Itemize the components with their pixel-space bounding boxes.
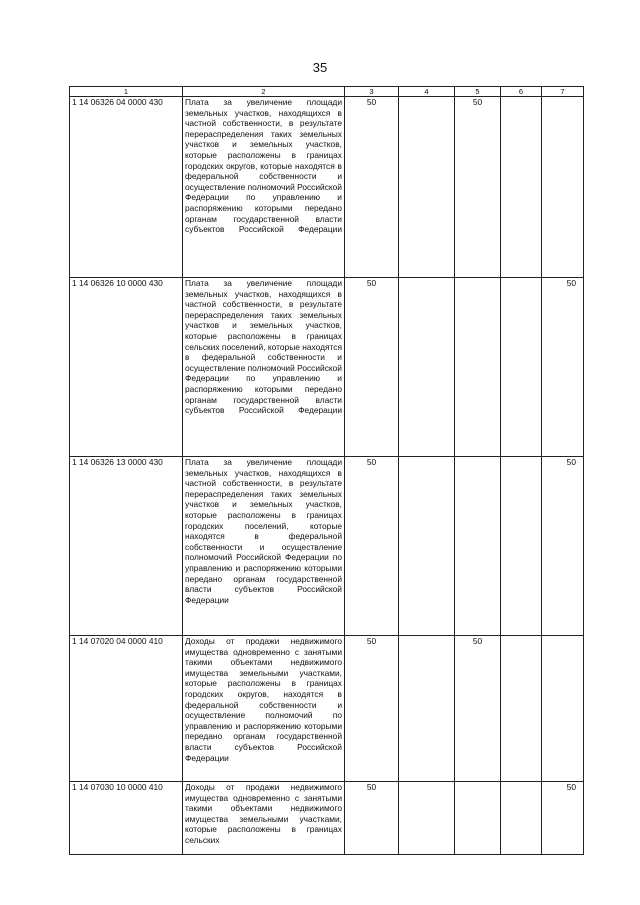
revenue-description: Плата за увеличение площади земельных участков, находящихся в частной собственности, в результате перераспределения таких земельных участков и земельных участков, которые расположены в границах городских поселений, которые находятся в федеральной собственности и осуществление полномочий Российской Федерации по управлению и распоряжению которыми передано органам государственной власти субъектов Российской Федерации — [183, 457, 345, 636]
value-col-3: 50 — [345, 278, 399, 457]
value-col-6 — [501, 278, 542, 457]
value-col-6 — [501, 97, 542, 278]
value-col-7 — [542, 636, 584, 782]
value-col-6 — [501, 782, 542, 855]
table-row — [70, 278, 584, 457]
header-row — [70, 87, 584, 97]
table-row — [70, 636, 584, 782]
column-header-5: 5 — [455, 87, 501, 97]
value-col-6 — [501, 457, 542, 636]
value-col-7: 50 — [542, 782, 584, 855]
column-header-2: 2 — [183, 87, 345, 97]
value-col-3: 50 — [345, 636, 399, 782]
value-col-5 — [455, 782, 501, 855]
value-col-3: 50 — [345, 782, 399, 855]
value-col-3: 50 — [345, 457, 399, 636]
value-col-3: 50 — [345, 97, 399, 278]
table-row — [70, 457, 584, 636]
value-col-4 — [399, 278, 455, 457]
column-header-4: 4 — [399, 87, 455, 97]
revenue-code: 1 14 06326 10 0000 430 — [70, 278, 183, 457]
value-col-4 — [399, 97, 455, 278]
value-col-4 — [399, 457, 455, 636]
value-col-7: 50 — [542, 457, 584, 636]
value-col-5: 50 — [455, 636, 501, 782]
table-row — [70, 97, 584, 278]
revenue-description: Доходы от продажи недвижимого имущества одновременно с занятыми такими объектами недвижимого имущества земельными участками, которые расположены в границах городских округов, находятся в федеральной собственности и осуществление полномочий по управлению и распоряжению которыми передано органам государственной власти субъектов Российской Федерации — [183, 636, 345, 782]
value-col-6 — [501, 636, 542, 782]
revenue-code: 1 14 06326 13 0000 430 — [70, 457, 183, 636]
revenue-code: 1 14 07030 10 0000 410 — [70, 782, 183, 855]
column-header-7: 7 — [542, 87, 584, 97]
value-col-5 — [455, 278, 501, 457]
value-col-7 — [542, 97, 584, 278]
table-row — [70, 782, 584, 855]
revenue-code: 1 14 07020 04 0000 410 — [70, 636, 183, 782]
revenue-description: Плата за увеличение площади земельных участков, находящихся в частной собственности, в результате перераспределения таких земельных участков и земельных участков, которые расположены в границах сельских поселений, которые находятся в федеральной собственности и осуществление полномочий Российской Федерации по управлению и распоряжению которыми передано органам государственной власти субъектов Российской Федерации — [183, 278, 345, 457]
column-header-3: 3 — [345, 87, 399, 97]
value-col-5 — [455, 457, 501, 636]
value-col-4 — [399, 636, 455, 782]
revenue-description: Доходы от продажи недвижимого имущества одновременно с занятыми такими объектами недвижимого имущества земельными участками, которые расположены в границах сельских — [183, 782, 345, 855]
column-header-1: 1 — [70, 87, 183, 97]
revenue-table — [69, 86, 584, 855]
column-header-6: 6 — [501, 87, 542, 97]
value-col-5: 50 — [455, 97, 501, 278]
revenue-code: 1 14 06326 04 0000 430 — [70, 97, 183, 278]
value-col-7: 50 — [542, 278, 584, 457]
page-number: 35 — [312, 60, 328, 75]
revenue-description: Плата за увеличение площади земельных участков, находящихся в частной собственности, в результате перераспределения таких земельных участков и земельных участков, которые расположены в границах городских округов, которые находятся в федеральной собственности и осуществление полномочий Российской Федерации по управлению и распоряжению которыми передано органам государственной власти субъектов Российской Федерации — [183, 97, 345, 278]
value-col-4 — [399, 782, 455, 855]
